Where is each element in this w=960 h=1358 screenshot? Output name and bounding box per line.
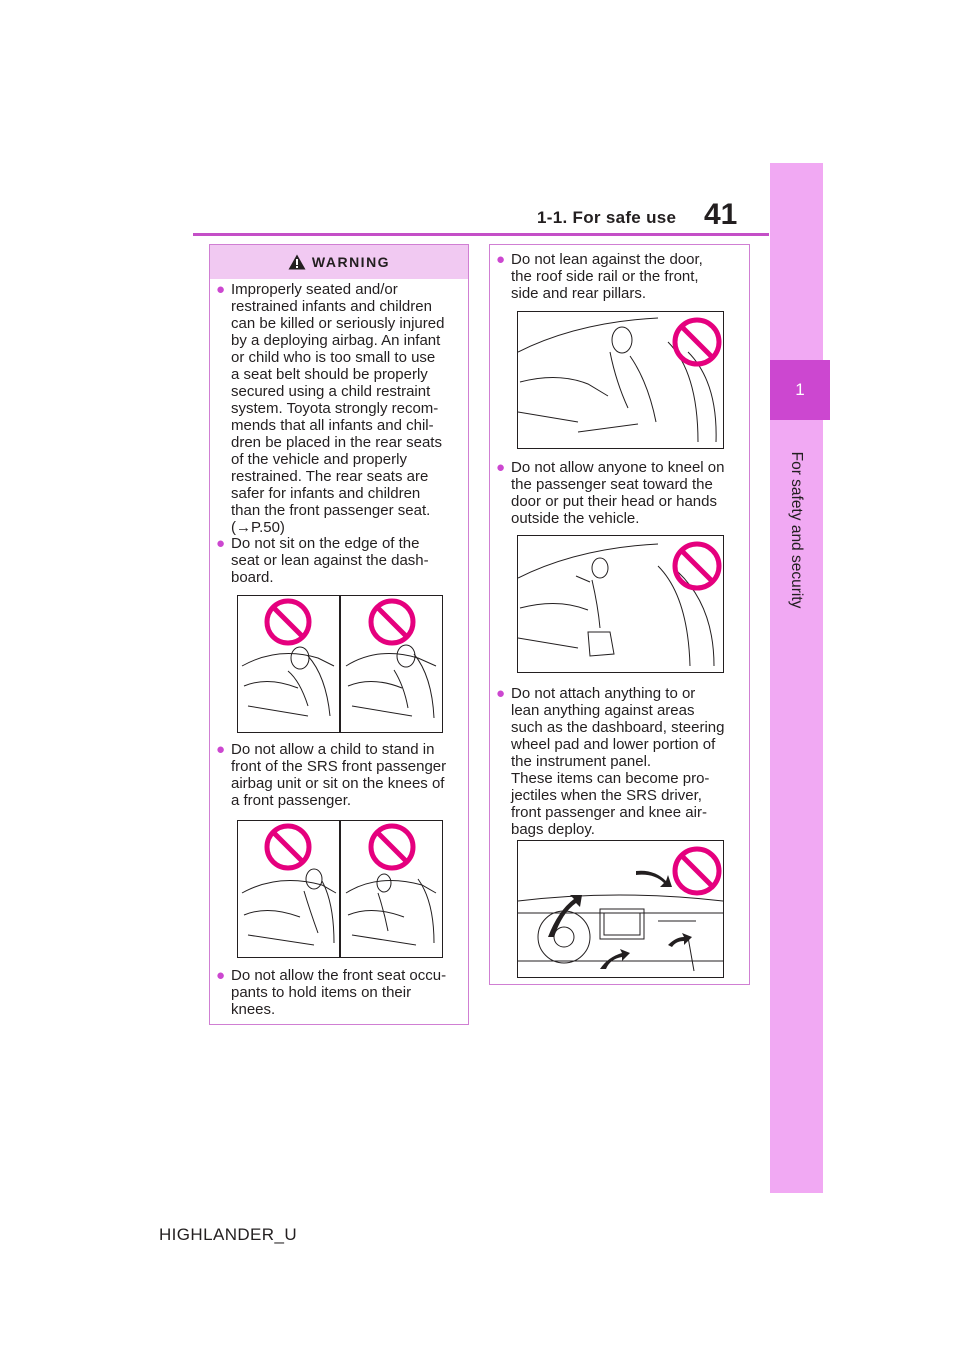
warning-header — [210, 245, 468, 279]
bullet-icon: ● — [496, 685, 506, 702]
warning-item-text: Do not allow the front seat occu- pants to hold items on their knees. — [231, 967, 447, 1018]
prohibition-sign-icon — [675, 849, 719, 893]
chapter-number-tab[interactable]: 1 — [770, 360, 830, 420]
warning-item — [496, 251, 745, 302]
prohibition-sign-icon — [675, 544, 719, 588]
warning-item — [216, 741, 464, 809]
warning-box-left — [209, 244, 469, 1025]
chapter-label: For safety and security — [788, 451, 805, 609]
warning-item-text: Do not sit on the edge of the seat or lean against the dash- board. — [231, 535, 429, 586]
page-number: 41 — [704, 198, 738, 231]
prohibition-sign-icon — [371, 826, 413, 868]
warning-item — [496, 685, 745, 838]
header-rule — [193, 233, 769, 236]
illustration-dashboard-items — [517, 840, 724, 978]
bullet-icon: ● — [496, 459, 506, 476]
prohibition-sign-icon — [675, 320, 719, 364]
prohibition-sign-icon — [371, 601, 413, 643]
illustration-kneel-on-seat — [517, 535, 724, 673]
illustration-child-standing — [237, 820, 443, 958]
bullet-icon: ● — [216, 535, 226, 552]
warning-item-text: Do not lean against the door, the roof side rail or the front, side and rear pillars. — [511, 251, 703, 302]
prohibition-sign-icon — [267, 826, 309, 868]
bullet-icon: ● — [496, 251, 506, 268]
warning-item — [216, 535, 464, 586]
bullet-icon: ● — [216, 281, 226, 298]
warning-box-right — [489, 244, 750, 985]
warning-triangle-icon — [288, 254, 306, 270]
warning-item-text: Do not allow anyone to kneel on the passenger seat toward the door or put their head or hands outside the vehicle. — [511, 459, 725, 527]
bullet-icon: ● — [216, 967, 226, 984]
chapter-side-tab — [770, 163, 823, 1193]
warning-title: WARNING — [311, 254, 391, 270]
warning-item — [216, 281, 464, 536]
prohibition-sign-icon — [267, 601, 309, 643]
footer-model-name: HIGHLANDER_U — [159, 1225, 297, 1244]
warning-item — [496, 459, 745, 527]
warning-item-text: Do not allow a child to stand in front of the SRS front passenger airbag unit or sit on the knees of a front passenger. — [231, 741, 447, 809]
illustration-lean-against-door — [517, 311, 724, 449]
warning-item — [216, 967, 464, 1018]
section-title: 1-1. For safe use — [537, 208, 677, 227]
warning-item-text: Do not attach anything to or lean anything against areas such as the dashboard, steering wheel pad and lower portion of the instrument panel. These items can become pro- jectiles when the SRS driver, front passenger and knee air- bags deploy. — [511, 685, 725, 838]
warning-item-text: Improperly seated and/or restrained infants and children can be killed or seriously injured by a deploying airbag. An infant or child who is too small to use a seat belt should be properly secured using a child restraint system. Toyota strongly recom- mends that all infants and chil- dren be placed in the rear seats of the vehicle and properly restrained. The rear seats are safer for infants and children than the front passenger seat. (→P.50) — [231, 281, 445, 536]
illustration-edge-of-seat — [237, 595, 443, 733]
bullet-icon: ● — [216, 741, 226, 758]
